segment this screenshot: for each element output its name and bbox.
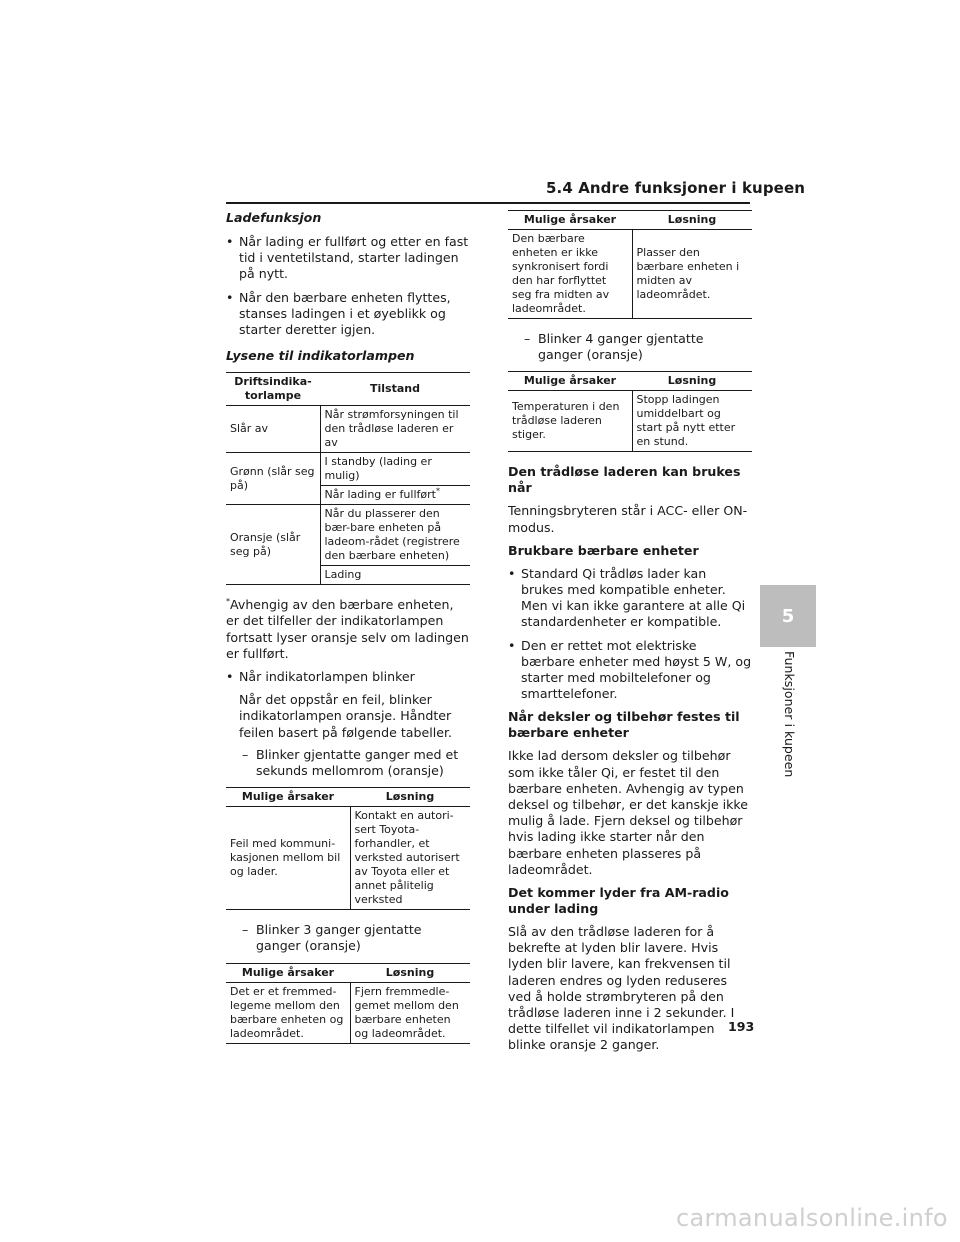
cause-table-2: [226, 963, 470, 1044]
cause-table-4: [508, 371, 752, 452]
header-rule: [226, 202, 750, 204]
table-header: Mulige årsaker: [508, 211, 632, 230]
chapter-tab: 5: [760, 585, 816, 647]
lamp-cell: Oransje (slår seg på): [226, 505, 320, 585]
list-item: • Når indikatorlampen blinker: [226, 669, 415, 685]
state-cell: Lading: [324, 568, 362, 582]
usage-heading: Den trådløse laderen kan brukes når: [508, 464, 741, 496]
table-header: Løsning: [632, 211, 752, 230]
cases-paragraph: Ikke lad dersom deksler og tilbehør som ikke tåler Qi, er festet til den bærbare enheten. Avhengig av typen deksel og tilbehør, er det kanskje ikke mulig å lade. Fjern deksel og tilbehør hvis lading ikke starter når den bærbare enheten plasseres på ladeområdet.: [508, 748, 748, 877]
blink-text: Når det oppstår en feil, blinker indikatorlampen oransje. Håndter feilen basert på følgende tabeller.: [239, 692, 453, 740]
cause-table-3: [508, 210, 752, 319]
table-header: Mulige årsaker: [508, 372, 632, 391]
cause-table-1: [226, 787, 470, 910]
state-cell: Når lading er fullført*: [324, 486, 440, 502]
solution-cell: Plasser den bærbare enheten i midten av ladeområdet.: [636, 246, 740, 301]
solution-cell: Kontakt en autori-sert Toyota-forhandler, et verksted autorisert av Toyota eller et annet pålitelig verksted: [354, 809, 460, 907]
table-header: Løsning: [632, 372, 752, 391]
lamp-cell: Grønn (slår seg på): [226, 453, 320, 505]
state-cell: Når strømforsyningen til den trådløse laderen er av: [324, 408, 459, 450]
cause-cell: Temperaturen i den trådløse laderen stiger.: [508, 391, 632, 452]
am-radio-heading: Det kommer lyder fra AM-radio under lading: [508, 885, 729, 917]
table-header: Løsning: [350, 788, 470, 807]
table-header: Driftsindika-torlampe: [226, 373, 320, 406]
dash-item: – Blinker gjentatte ganger med et sekunds mellomrom (oransje): [242, 746, 459, 779]
section-header: 5.4 Andre funksjoner i kupeen: [546, 179, 805, 197]
list-item: • Den er rettet mot elektriske bærbare enheter med høyst 5 W, og starter med mobiltelefoner og smarttelefoner.: [508, 637, 752, 702]
page-number: 193: [728, 1019, 755, 1034]
devices-heading: Brukbare bærbare enheter: [508, 542, 699, 558]
list-item: • Når lading er fullført og etter en fast tid i ventetilstand, starter ladingen på nytt.: [226, 234, 469, 282]
table-header: Løsning: [350, 963, 470, 982]
state-cell: I standby (lading er mulig): [320, 453, 470, 486]
ladefunksjon-heading: Ladefunksjon: [226, 210, 322, 225]
right-column: [508, 210, 755, 1061]
solution-cell: Fjern fremmedle-gemet mellom den bærbare enheten og ladeområdet.: [354, 984, 459, 1040]
state-cell: Når du plasserer den bær-bare enheten på ladeom-rådet (registrere den bærbare enheten): [320, 505, 470, 566]
am-radio-paragraph: Slå av den trådløse laderen for å bekrefte at lyden blir lavere. Hvis lyden blir lavere, kan frekvensen til laderen endres og lyden reduseres ved å holde strømbryteren på den trådløse laderen inne i 2 sekunder. I dette tilfellet vil indikatorlampen blinke oransje 2 ganger.: [508, 924, 735, 1053]
cases-heading: Når deksler og tilbehør festes til bærbare enheter: [508, 709, 740, 741]
table-header: Mulige årsaker: [226, 788, 350, 807]
list-item: • Når den bærbare enheten flyttes, stanses ladingen i et øyeblikk og starter deretter igjen.: [226, 289, 451, 338]
watermark: carmanualsonline.info: [676, 1204, 948, 1232]
cause-cell: Det er et fremmed-legeme mellom den bærbare enheten og ladeområdet.: [226, 982, 350, 1043]
list-item: • Standard Qi trådløs lader kan brukes med kompatible enheter. Men vi kan ikke garantere at alle Qi standardenheter er kompatible.: [508, 565, 746, 630]
ignition-paragraph: Tenningsbryteren står i ACC- eller ON-modus.: [508, 503, 748, 535]
dash-item: – Blinker 3 ganger gjentatte ganger (oransje): [242, 922, 422, 954]
left-column: [226, 210, 470, 1056]
footnote: *Avhengig av den bærbare enheten, er det tilfeller der indikatorlampen fortsatt lyser oransje selv om ladingen er fullført.: [226, 597, 469, 661]
dash-item: – Blinker 4 ganger gjentatte ganger (oransje): [524, 331, 704, 363]
table-header: Mulige årsaker: [226, 963, 350, 982]
indicator-status-table: [226, 372, 470, 585]
lamp-cell: Slår av: [226, 406, 320, 453]
chapter-label: Funksjoner i kupeen: [782, 651, 797, 778]
solution-cell: Stopp ladingen umiddelbart og start på nytt etter en stund.: [636, 393, 736, 449]
table-header: Tilstand: [320, 373, 470, 406]
cause-cell: Feil med kommuni-kasjonen mellom bil og lader.: [226, 807, 350, 910]
cause-cell: Den bærbare enheten er ikke synkronisert fordi den har forflyttet seg fra midten av ladeområdet.: [508, 230, 632, 319]
indicator-heading: Lysene til indikatorlampen: [226, 348, 415, 364]
